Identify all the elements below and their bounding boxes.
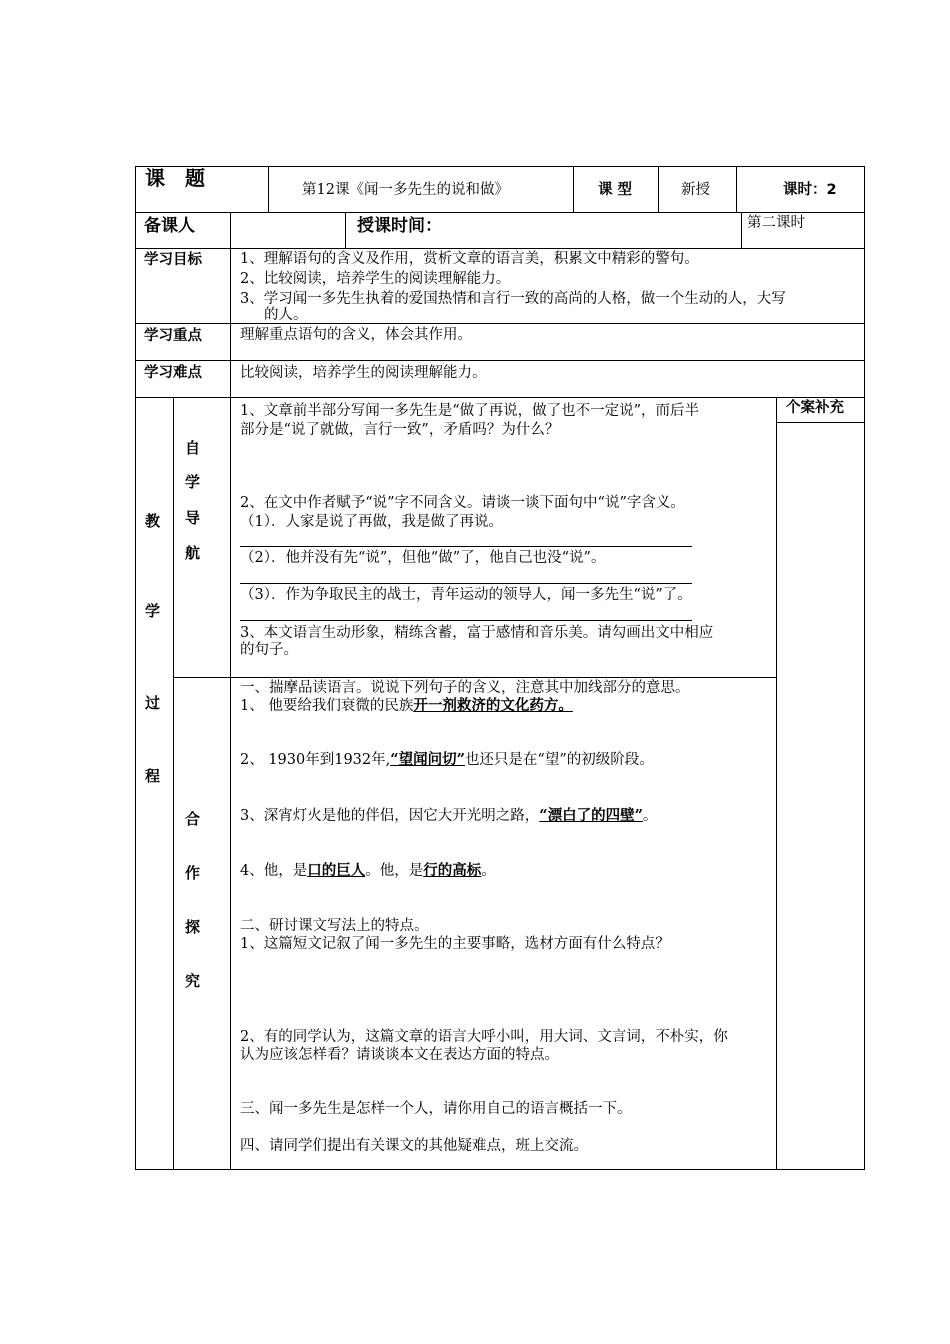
cooperation-label-char: 探: [185, 918, 201, 936]
period-label: 课时：2: [783, 182, 837, 198]
coop-s1-item-text: 4、他，是: [240, 863, 308, 879]
goals-label: 学习目标: [144, 252, 202, 268]
self-study-q3: 3、本文语言生动形象，精练含蓄，富于感情和音乐美。请勾画出文中相应: [240, 625, 714, 641]
coop-s1-item-text: 1、 他要给我们衰微的民族: [240, 698, 414, 714]
self-study-q3: 的句子。: [240, 642, 298, 658]
self-study-q2-c: （3）．作为争取民主的战士，青年运动的领导人，闻一多先生“说”了。: [240, 587, 692, 603]
coop-s1-item-text: 。: [481, 863, 496, 879]
difficulty-label: 学习难点: [144, 365, 202, 381]
process-label-char: 程: [145, 767, 161, 785]
goal-item: 的人。: [264, 307, 308, 323]
focus-text: 理解重点语句的含义，体会其作用。: [240, 327, 472, 343]
process-label-char: 过: [145, 694, 161, 712]
table-border-right: [864, 166, 865, 1169]
goal-item: 2、比较阅读，培养学生的阅读理解能力。: [240, 271, 511, 287]
self-study-q2-a: （1）．人家是说了再做，我是做了再说。: [240, 514, 503, 530]
underlined-phrase: 开一剂救济的文化药方。: [413, 697, 573, 714]
coop-s4: 四、请同学们提出有关课文的其他疑难点，班上交流。: [240, 1138, 588, 1154]
underlined-phrase: “望闻问切”: [390, 751, 465, 768]
coop-s1-item: [240, 807, 657, 825]
type-label: 课 型: [598, 182, 633, 198]
coop-s2-item: 1、这篇短文记叙了闻一多先生的主要事略，选材方面有什么特点？: [240, 936, 670, 952]
cooperation-label-char: 合: [185, 810, 201, 828]
coop-s1-item: [240, 697, 573, 715]
underlined-phrase: 行的高标: [423, 862, 482, 879]
underlined-phrase: 口的巨人: [307, 862, 366, 879]
process-label-char: 教: [145, 512, 161, 530]
col-divider: [573, 166, 574, 212]
self-study-label-char: 导: [185, 509, 201, 527]
coop-s1-item-text: 2、 1930年到1932年,: [240, 752, 391, 768]
period-value: 第二课时: [747, 215, 805, 231]
coop-s2-title: 二、研讨课文写法上的特点。: [240, 918, 429, 934]
answer-blank[interactable]: [240, 583, 692, 584]
row-divider: [776, 422, 865, 423]
cooperation-label-char: 究: [185, 972, 201, 990]
focus-label: 学习重点: [144, 328, 202, 344]
table-border-top: [135, 166, 865, 167]
row-divider: [173, 677, 776, 678]
goal-item: 1、理解语句的含义及作用，赏析文章的语言美，积累文中精彩的警句。: [240, 251, 699, 267]
self-study-q1: 部分是“说了就做，言行一致”，矛盾吗？为什么？: [240, 422, 560, 438]
coop-s1-item-text: 也还只是在“望”的初级阶段。: [464, 752, 654, 768]
row-divider: [135, 397, 865, 398]
coop-s1-item: [240, 751, 654, 769]
col-divider: [268, 166, 269, 212]
goal-item: 3、学习闻一多先生执着的爱国热情和言行一致的高尚的人格，做一个生动的人，大写: [240, 291, 786, 307]
coop-s2-item: 认为应该怎样看？请谈谈本文在表达方面的特点。: [240, 1047, 559, 1063]
teaching-time-label: 授课时间：: [357, 216, 442, 236]
col-divider: [230, 248, 231, 397]
preparer-label: 备课人: [144, 216, 195, 236]
col-divider: [345, 212, 346, 248]
answer-blank[interactable]: [240, 620, 692, 621]
coop-s1-item: [240, 862, 496, 880]
row-divider: [135, 212, 865, 213]
self-study-label-char: 自: [185, 439, 201, 457]
table-border-bottom: [135, 1169, 865, 1170]
topic-value: 第12课《闻一多先生的说和做》: [302, 182, 509, 198]
self-study-q1: 1、文章前半部分写闻一多先生是“做了再说，做了也不一定说”，而后半: [240, 403, 700, 419]
self-study-q2: 2、在文中作者赋予“说”字不同含义。请谈一谈下面句中“说”字含义。: [240, 495, 685, 511]
coop-s1-item-text: 。: [642, 808, 658, 824]
coop-s2-item: 2、有的同学认为，这篇文章的语言大呼小叫，用大词、文言词，不朴实，你: [240, 1029, 728, 1045]
type-value: 新授: [681, 182, 710, 198]
self-study-label-char: 航: [185, 544, 201, 562]
supplement-label: 个案补充: [786, 400, 844, 416]
col-divider: [741, 212, 742, 248]
difficulty-text: 比较阅读，培养学生的阅读理解能力。: [240, 365, 487, 381]
col-divider: [230, 212, 231, 248]
col-divider: [230, 397, 231, 1169]
coop-s1-item-text: 3、深宵灯火是他的伴侣，因它大开光明之路，: [240, 808, 540, 824]
self-study-q2-b: （2）．他并没有先“说”，但他“做”了，他自己也没“说”。: [240, 550, 606, 566]
row-divider: [135, 248, 865, 249]
answer-blank[interactable]: [240, 546, 692, 547]
topic-label: 课 题: [145, 166, 205, 190]
cooperation-label-char: 作: [185, 864, 201, 882]
row-divider: [135, 360, 865, 361]
col-divider: [658, 166, 659, 212]
self-study-label-char: 学: [185, 473, 201, 491]
underlined-phrase: “漂白了的四壁”: [539, 807, 643, 824]
coop-s1-title: 一、揣摩品读语言。说说下列句子的含义，注意其中加线部分的意思。: [240, 680, 690, 696]
coop-s1-item-text: 。他，是: [365, 863, 424, 879]
coop-s3: 三、闻一多先生是怎样一个人，请你用自己的语言概括一下。: [240, 1101, 632, 1117]
process-label-char: 学: [145, 602, 161, 620]
row-divider: [135, 323, 865, 324]
table-border-left: [135, 166, 136, 1169]
col-divider: [736, 166, 737, 212]
col-divider: [776, 397, 777, 1169]
col-divider: [173, 397, 174, 1169]
